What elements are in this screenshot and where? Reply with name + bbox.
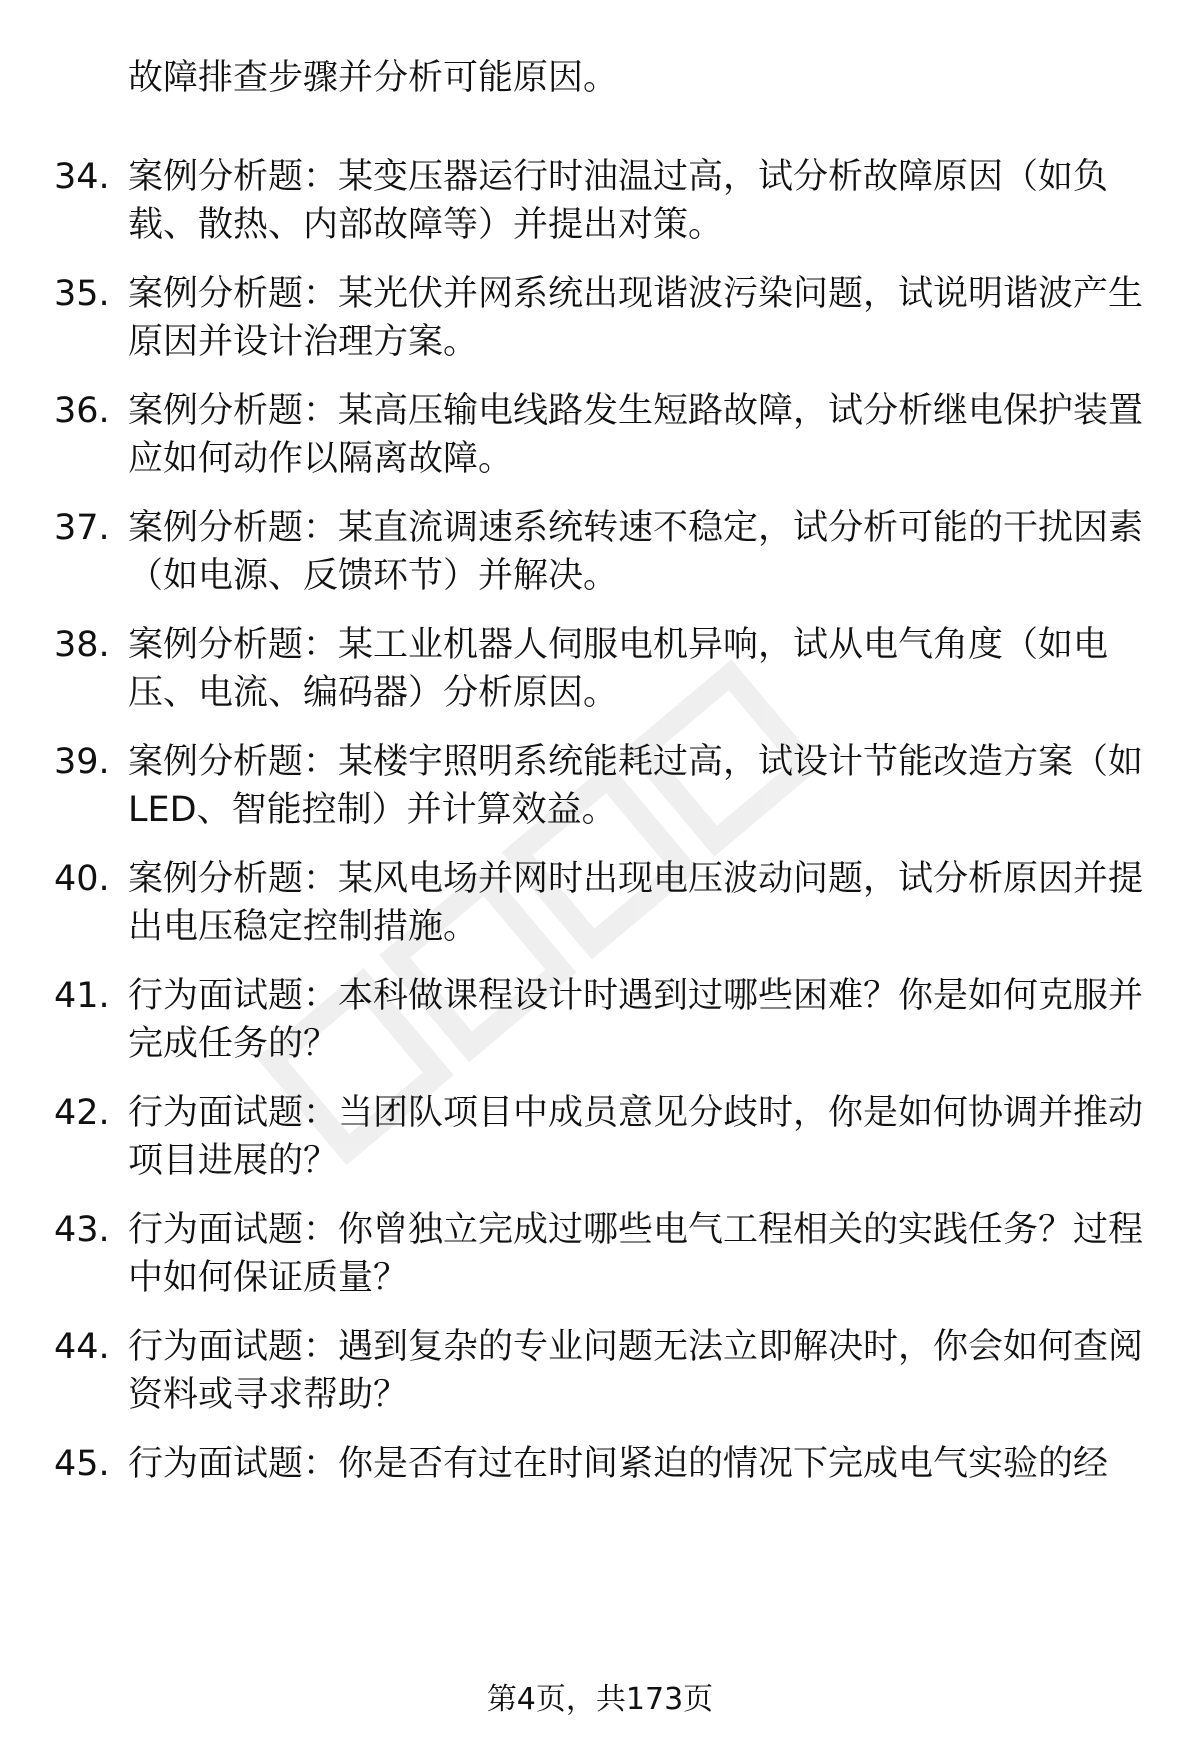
item-text: 案例分析题：某工业机器人伺服电机异响，试从电气角度（如电压、电流、编码器）分析原因。 (128, 625, 1109, 713)
list-item (0, 855, 1200, 951)
list-item (0, 270, 1200, 366)
item-text: 案例分析题：某光伏并网系统出现谐波污染问题，试说明谐波产生原因并设计治理方案。 (128, 274, 1144, 362)
list-item (0, 1089, 1200, 1185)
item-number: 37. (54, 508, 110, 548)
item-number: 44. (54, 1327, 110, 1367)
item-text: 案例分析题：某变压器运行时油温过高，试分析故障原因（如负载、散热、内部故障等）并提出对策。 (128, 157, 1109, 245)
item-text: 案例分析题：某风电场并网时出现电压波动问题，试分析原因并提出电压稳定控制措施。 (128, 859, 1144, 947)
item-number: 35. (54, 274, 110, 314)
item-number: 40. (54, 859, 110, 899)
item-text: 行为面试题：当团队项目中成员意见分歧时，你是如何协调并推动项目进展的？ (128, 1093, 1144, 1181)
item-text: 案例分析题：某高压输电线路发生短路故障，试分析继电保护装置应如何动作以隔离故障。 (128, 391, 1144, 479)
item-number: 43. (54, 1210, 110, 1250)
item-text: 案例分析题：某楼宇照明系统能耗过高，试设计节能改造方案（如LED、智能控制）并计算效益。 (128, 742, 1144, 830)
list-item (0, 738, 1200, 834)
page-footer: 第4页，共173页 (486, 1682, 714, 1717)
list-item (0, 504, 1200, 600)
list-item (0, 972, 1200, 1068)
continuation-text: 故障排查步骤并分析可能原因。 (128, 58, 619, 98)
list-item (0, 1206, 1200, 1302)
list-item (0, 387, 1200, 483)
list-item (0, 1323, 1200, 1419)
item-number: 41. (54, 976, 110, 1016)
item-text: 行为面试题：你曾独立完成过哪些电气工程相关的实践任务？过程中如何保证质量？ (128, 1210, 1144, 1298)
item-number: 39. (54, 742, 110, 782)
list-item (0, 621, 1200, 717)
item-number: 38. (54, 625, 110, 665)
list-item (0, 1440, 1200, 1488)
item-number: 36. (54, 391, 110, 431)
item-number: 34. (54, 157, 110, 197)
item-text: 案例分析题：某直流调速系统转速不稳定，试分析可能的干扰因素（如电源、反馈环节）并解决。 (128, 508, 1144, 596)
item-text: 行为面试题：遇到复杂的专业问题无法立即解决时，你会如何查阅资料或寻求帮助？ (128, 1327, 1144, 1415)
item-text: 行为面试题：你是否有过在时间紧迫的情况下完成电气实验的经 (128, 1444, 1109, 1484)
item-text: 行为面试题：本科做课程设计时遇到过哪些困难？你是如何克服并完成任务的？ (128, 976, 1144, 1064)
list-item (0, 153, 1200, 249)
item-number: 42. (54, 1093, 110, 1133)
item-number: 45. (54, 1444, 110, 1484)
